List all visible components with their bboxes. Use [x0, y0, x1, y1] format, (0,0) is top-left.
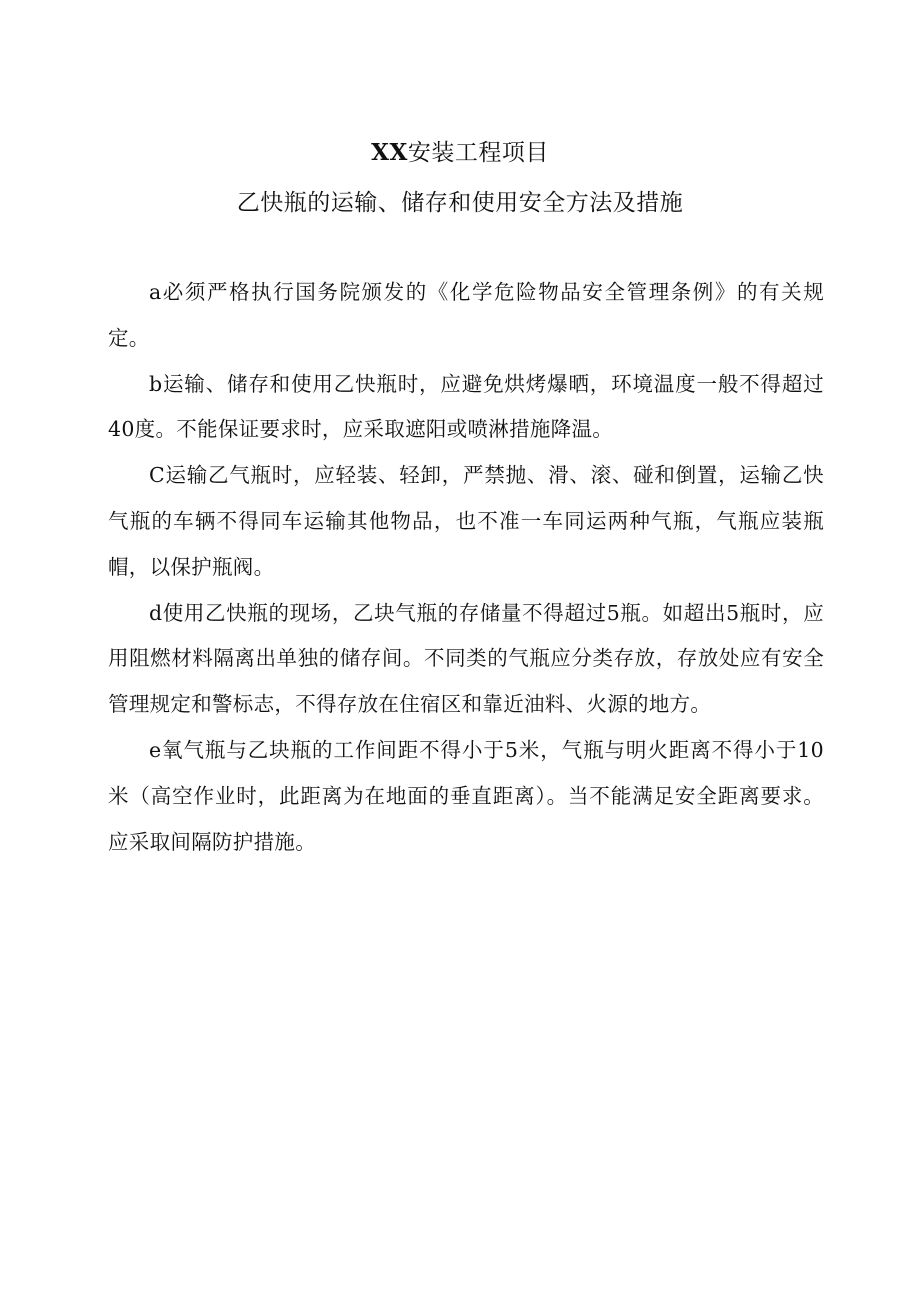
document-header: [0, 128, 920, 228]
title-project-name: 安装工程项目: [407, 140, 549, 166]
document-subtitle: 乙快瓶的运输、储存和使用安全方法及措施: [236, 190, 684, 216]
paragraph-c: C运输乙气瓶时，应轻装、轻卸，严禁抛、滑、滚、碰和倒置，运输乙快气瓶的车辆不得同车运输其他物品，也不准一车同运两种气瓶，气瓶应装瓶帽，以保护瓶阀。: [108, 463, 824, 579]
document-body: [108, 270, 824, 865]
title-project-code: XX: [371, 139, 408, 166]
paragraph-d: d使用乙快瓶的现场，乙块气瓶的存储量不得超过5瓶。如超出5瓶时，应用阻燃材料隔离出单独的储存间。不同类的气瓶应分类存放，存放处应有安全管理规定和警标志，不得存放在住宿区和靠近油料、火源的地方。: [108, 600, 824, 717]
paragraph-e: e氧气瓶与乙块瓶的工作间距不得小于5米，气瓶与明火距离不得小于10米（高空作业时，此距离为在地面的垂直距离）。当不能满足安全距离要求。应采取间隔防护措施。: [108, 737, 824, 854]
document-title: [0, 128, 920, 178]
paragraph-a: a必须严格执行国务院颁发的《化学危险物品安全管理条例》的有关规定。: [108, 280, 824, 350]
paragraph-b: b运输、储存和使用乙快瓶时，应避免烘烤爆晒，环境温度一般不得超过40度。不能保证要求时，应采取遮阳或喷淋措施降温。: [108, 371, 824, 442]
